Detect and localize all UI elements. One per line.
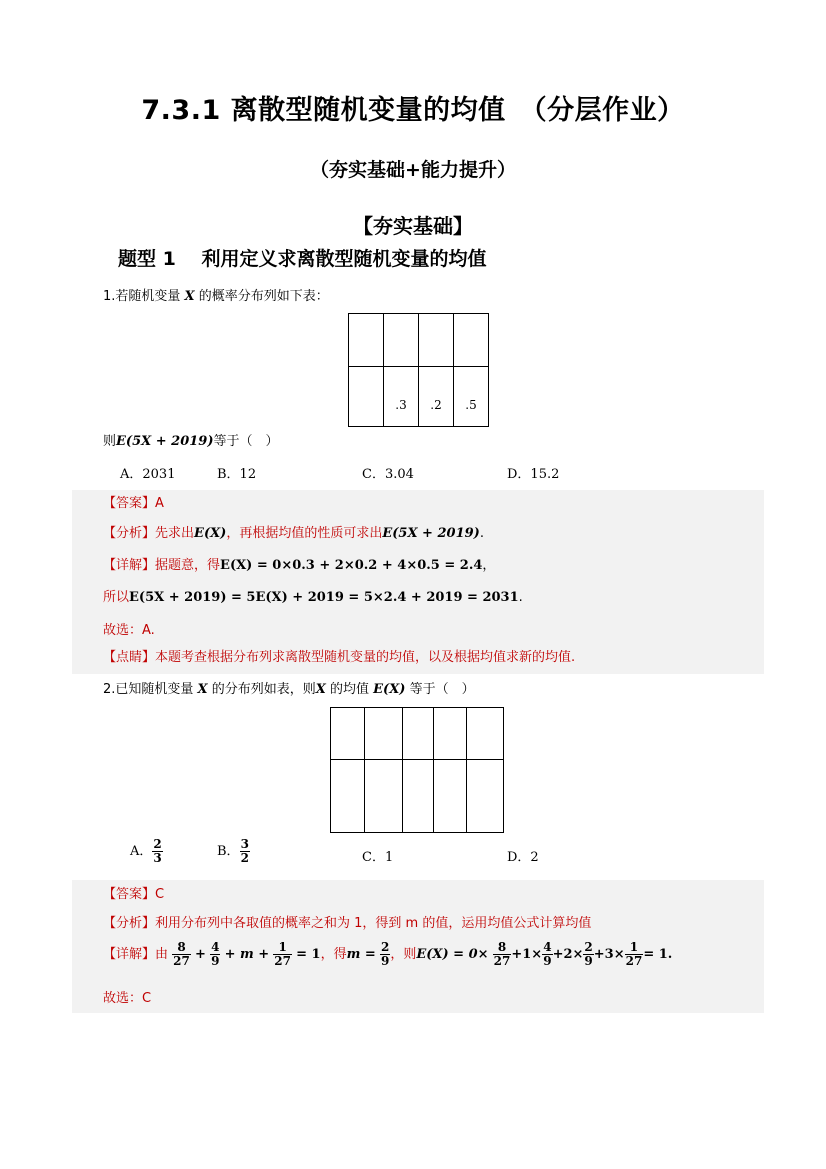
q1-stem-suffix: 的概率分布列如下表： — [194, 289, 329, 304]
fraction — [380, 941, 390, 968]
q2-answer — [103, 883, 164, 902]
q1-table-prob: .5 — [454, 367, 489, 427]
q2-ex-expr: E(X) = 0× — [416, 947, 489, 962]
frac-den: 27 — [625, 954, 643, 968]
q1-analysis-expr1: E(X) — [194, 526, 227, 541]
q2-analysis-text: 利用分布列中各取值的概率之和为 1，得到 m 的值，运用均值公式计算均值 — [155, 916, 592, 931]
q1-analysis-tag: 【分析】 — [103, 526, 156, 541]
q1-table-cell — [454, 314, 489, 367]
operator: = 1 — [296, 947, 321, 962]
q2-table-cell — [403, 708, 434, 760]
q2-option-b — [217, 838, 250, 865]
q2-table-cell — [467, 760, 504, 833]
frac-den: 9 — [543, 954, 552, 968]
q2-distribution-table — [330, 707, 504, 833]
q1-choose: 故选：A. — [103, 623, 155, 638]
q2-table-cell — [403, 760, 434, 833]
fraction — [625, 941, 644, 968]
q2-table-cell — [331, 760, 365, 833]
q1-answer-tag: 【答案】 — [103, 496, 156, 511]
fraction — [210, 941, 220, 968]
q2-stem — [103, 678, 475, 697]
q1-stem-prefix: 1.若随机变量 — [103, 289, 185, 304]
q1-answer — [103, 492, 164, 511]
q2-answer-value: C — [155, 887, 165, 902]
q1-comment-text: 本题考查根据分布列求离散型随机变量的均值，以及根据均值求新的均值. — [155, 650, 576, 665]
q1-detail-expr: E(X) = 0×0.3 + 2×0.2 + 4×0.5 = 2.4 — [220, 558, 483, 573]
q2-table-cell — [331, 708, 365, 760]
q1-distribution-table — [348, 313, 489, 427]
q1-comment — [103, 646, 575, 665]
fraction — [172, 941, 191, 968]
page-title: 7.3.1 离散型随机变量的均值 （分层作业） — [141, 95, 685, 126]
q1-ask-prefix: 则 — [103, 434, 117, 449]
frac-den: 2 — [240, 851, 249, 865]
q1-so-end: . — [518, 590, 523, 605]
question-type-heading: 题型 1 利用定义求离散型随机变量的均值 — [118, 248, 487, 270]
q2-table-cell — [365, 708, 403, 760]
q2-table-cell — [365, 760, 403, 833]
q1-ask-expr: E(5X + 2019) — [116, 434, 214, 449]
frac-den: 27 — [173, 954, 190, 968]
q2-option-c: C．1 — [362, 850, 394, 865]
frac-num: 1 — [625, 941, 644, 955]
q2-detail-mid2: ，则 — [390, 947, 417, 962]
operator: + — [195, 947, 206, 962]
q1-option-a: A．2031 — [120, 467, 176, 482]
q2-detail-tag: 【详解】 — [103, 947, 156, 962]
q2-option-a-fraction — [152, 838, 162, 865]
q1-detail-text: 据题意，得 — [155, 558, 221, 573]
frac-den: 9 — [380, 954, 390, 968]
frac-den: 3 — [153, 851, 162, 865]
q2-stem-var: X — [197, 682, 208, 697]
q1-stem-var: X — [184, 289, 195, 304]
frac-num: 4 — [543, 940, 552, 954]
q2-analysis-tag: 【分析】 — [103, 916, 156, 931]
q2-detail-mid: ，得 — [320, 947, 347, 962]
q1-comment-tag: 【点睛】 — [103, 650, 156, 665]
q1-analysis-text: ，再根据均值的性质可求出 — [226, 526, 383, 541]
q2-stem-expr: E(X) — [373, 682, 406, 697]
q2-detail-prefix: 由 — [155, 947, 169, 962]
frac-num: 2 — [380, 940, 390, 954]
q1-table-cell — [349, 367, 384, 427]
frac-num: 8 — [172, 941, 191, 955]
frac-num: 4 — [211, 940, 220, 954]
q1-ask-suffix: 等于（ ） — [213, 434, 279, 449]
q1-so — [103, 586, 523, 605]
q2-table-cell — [434, 760, 467, 833]
q1-option-d: D．15.2 — [507, 467, 560, 482]
q1-option-c: C．3.04 — [362, 467, 414, 482]
q1-answer-value: A — [155, 496, 164, 511]
q2-option-a-label: A． — [130, 844, 153, 859]
q1-detail-tag: 【详解】 — [103, 558, 156, 573]
q1-analysis-text: 先求出 — [155, 526, 195, 541]
q2-option-d: D．2 — [507, 850, 539, 865]
q1-analysis-end: . — [479, 526, 484, 541]
frac-num: 2 — [584, 940, 593, 954]
frac-den: 9 — [211, 954, 220, 968]
q2-table-cell — [467, 708, 504, 760]
q1-table-prob: .2 — [419, 367, 454, 427]
fraction — [583, 941, 593, 968]
operator: + m + — [224, 947, 270, 962]
q2-option-b-label: B． — [217, 844, 240, 859]
q1-table-cell — [349, 314, 384, 367]
q1-table-cell — [384, 314, 419, 367]
q1-table-cell — [419, 314, 454, 367]
frac-den: 27 — [274, 954, 291, 968]
frac-num: 1 — [273, 941, 292, 955]
q2-choose: 故选：C — [103, 991, 152, 1006]
q2-answer-tag: 【答案】 — [103, 887, 156, 902]
q1-analysis-expr2: E(5X + 2019) — [382, 526, 480, 541]
operator: +3× — [593, 947, 625, 962]
q1-so-expr: E(5X + 2019) = 5E(X) + 2019 = 5×2.4 + 2019 = 2031 — [129, 590, 519, 605]
q1-detail-end: ， — [482, 558, 496, 573]
operator: +2× — [552, 947, 584, 962]
q2-table-cell — [434, 708, 467, 760]
operator: +1× — [511, 947, 543, 962]
page-subtitle: （夯实基础+能力提升） — [310, 159, 516, 181]
q2-stem-var2: X — [315, 682, 326, 697]
q1-detail — [103, 554, 495, 573]
q1-analysis — [103, 522, 484, 541]
q2-stem-suffix: 等于（ ） — [405, 682, 475, 697]
q1-ask — [103, 430, 279, 449]
section-heading: 【夯实基础】 — [353, 214, 473, 238]
fraction — [542, 941, 552, 968]
operator: = 1. — [643, 947, 673, 962]
q1-table-prob: .3 — [384, 367, 419, 427]
frac-num: 2 — [153, 837, 162, 851]
q2-m-expr: m = — [346, 947, 376, 962]
frac-den: 9 — [584, 954, 593, 968]
frac-num: 8 — [493, 941, 512, 955]
q2-option-a — [130, 838, 163, 865]
q2-stem-mid: 的分布列如表，则 — [207, 682, 316, 697]
q1-stem — [103, 285, 329, 304]
q2-detail — [103, 941, 672, 968]
fraction — [273, 941, 292, 968]
frac-den: 27 — [493, 954, 511, 968]
q2-stem-prefix: 2.已知随机变量 — [103, 682, 198, 697]
q2-stem-mid2: 的均值 — [325, 682, 374, 697]
frac-num: 3 — [240, 837, 249, 851]
q1-option-b: B．12 — [217, 467, 257, 482]
fraction — [493, 941, 512, 968]
q1-so-prefix: 所以 — [103, 590, 130, 605]
q2-option-b-fraction — [240, 838, 250, 865]
q2-analysis — [103, 912, 591, 931]
